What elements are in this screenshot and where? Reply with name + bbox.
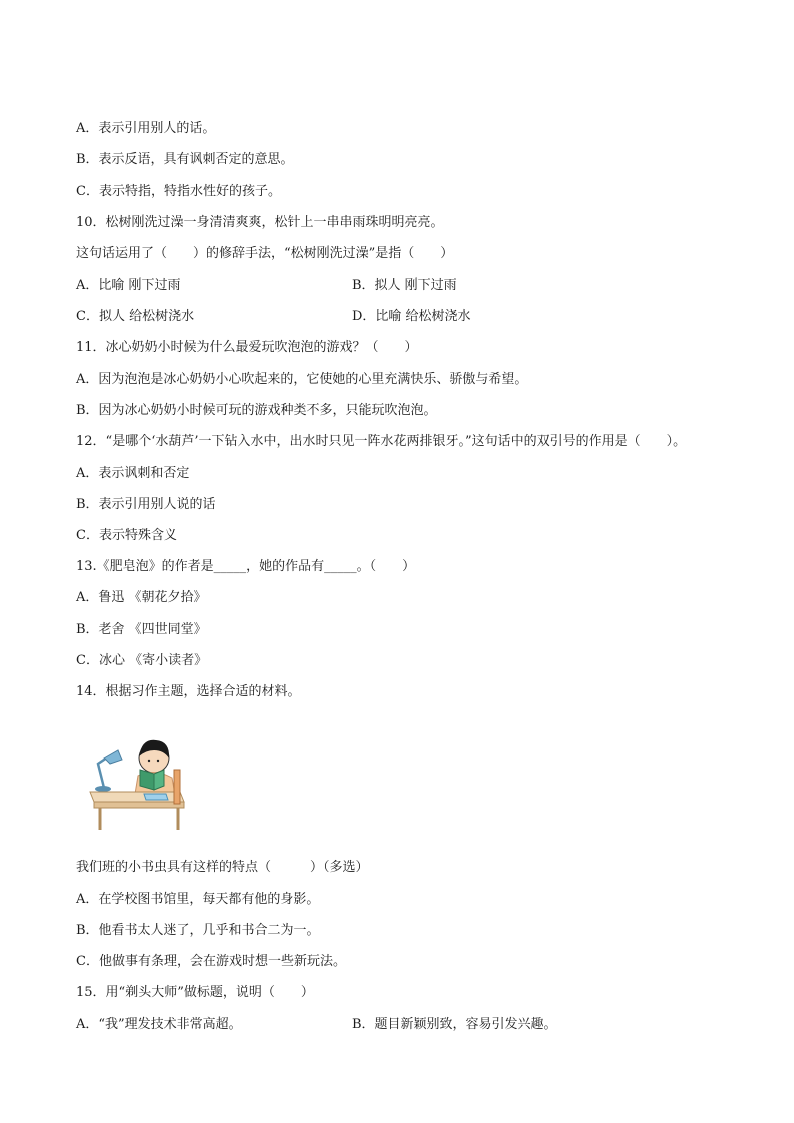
boy-reading-illustration [84,728,190,832]
q10-stem: 10．松树刚洗过澡一身清清爽爽，松针上一串串雨珠明明亮亮。 [76,215,444,230]
q10-option-a: A．比喻 刚下过雨 [76,278,181,293]
q10-sub: 这句话运用了（ ）的修辞手法，“松树刚洗过澡”是指（ ） [76,246,454,261]
q12-option-c: C．表示特殊含义 [76,528,177,543]
q11-stem: 11．冰心奶奶小时候为什么最爱玩吹泡泡的游戏？（ ） [76,340,418,355]
q10-option-d: D．比喻 给松树浇水 [352,309,471,324]
q14-sub: 我们班的小书虫具有这样的特点（ ）（多选） [76,860,369,875]
q9-option-b: B．表示反语，具有讽刺否定的意思。 [76,152,294,167]
q11-option-a: A．因为泡泡是冰心奶奶小心吹起来的，它使她的心里充满快乐、骄傲与希望。 [76,372,528,387]
q13-option-b: B．老舍 《四世同堂》 [76,622,207,637]
q15-option-row [76,1016,557,1034]
q13-stem: 13.《肥皂泡》的作者是_____，她的作品有_____。（ ） [76,559,416,574]
q13-option-c: C．冰心 《寄小读者》 [76,653,208,668]
q10-option-row-2 [76,308,471,326]
q13-option-a: A．鲁迅 《朝花夕拾》 [76,590,207,605]
q10-option-b: B．拟人 刚下过雨 [352,278,457,293]
q15-option-b: B．题目新颖别致，容易引发兴趣。 [352,1017,557,1032]
q12-option-a: A．表示讽刺和否定 [76,466,190,481]
q14-option-c: C．他做事有条理，会在游戏时想一些新玩法。 [76,954,346,969]
q15-stem: 15．用“剃头大师”做标题，说明（ ） [76,985,314,1000]
q10-option-c: C．拟人 给松树浇水 [76,309,195,324]
q10-option-row-1 [76,277,457,295]
q9-option-c: C．表示特指，特指水性好的孩子。 [76,184,281,199]
q11-option-b: B．因为冰心奶奶小时候可玩的游戏种类不多，只能玩吹泡泡。 [76,403,437,418]
q12-option-b: B．表示引用别人说的话 [76,497,216,512]
q12-stem: 12．“是哪个‘水葫芦’一下钻入水中，出水时只见一阵水花两排银牙。”这句话中的双引号的作用是（ ）。 [76,434,687,449]
q14-option-a: A．在学校图书馆里，每天都有他的身影。 [76,892,320,907]
q14-stem: 14．根据习作主题，选择合适的材料。 [76,684,301,699]
q14-option-b: B．他看书太人迷了，几乎和书合二为一。 [76,923,320,938]
q15-option-a: A．“我”理发技术非常高超。 [76,1017,242,1032]
q9-option-a: A．表示引用别人的话。 [76,121,216,136]
